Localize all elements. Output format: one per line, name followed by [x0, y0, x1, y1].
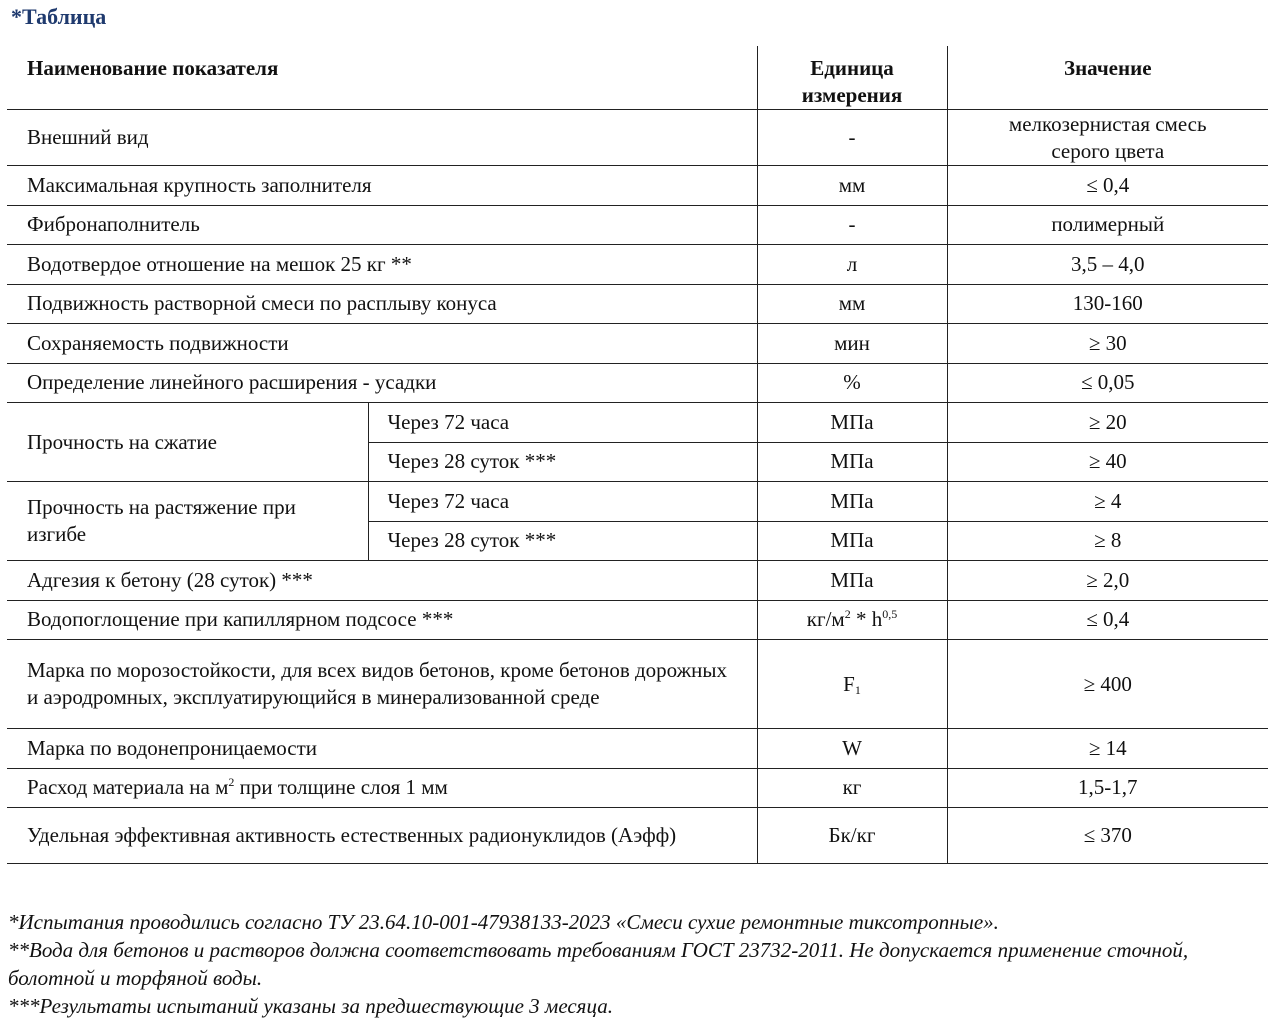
row-value: ≥ 14: [947, 729, 1268, 769]
row-unit: %: [757, 363, 947, 403]
table-header-row: [7, 46, 1268, 110]
row-value: ≥ 4: [947, 482, 1268, 522]
row-name: Внешний вид: [7, 110, 757, 166]
table-row: [7, 768, 1268, 808]
row-value: 1,5-1,7: [947, 768, 1268, 808]
row-name: Подвижность растворной смеси по расплыву конуса: [7, 284, 757, 324]
table-row: [7, 245, 1268, 285]
footnote: ***Результаты испытаний указаны за предшествующие 3 месяца.: [8, 994, 613, 1018]
row-name: Водопоглощение при капиллярном подсосе ***: [7, 600, 757, 640]
row-unit: -: [757, 205, 947, 245]
row-value: ≥ 20: [947, 403, 1268, 443]
row-name: Сохраняемость подвижности: [7, 324, 757, 364]
row-unit: мин: [757, 324, 947, 364]
row-unit: МПа: [757, 521, 947, 561]
specification-table: [7, 46, 1268, 864]
row-name: [7, 768, 757, 808]
unit-base: F: [843, 671, 855, 696]
table-row: [7, 729, 1268, 769]
unit-subscript: 1: [854, 682, 861, 697]
row-value: ≥ 2,0: [947, 561, 1268, 601]
unit-mid: * h: [850, 607, 883, 632]
table-row: [7, 110, 1268, 166]
table-row: [7, 561, 1268, 601]
row-unit: -: [757, 110, 947, 166]
table-row: [7, 403, 1268, 443]
row-value: ≤ 370: [947, 808, 1268, 864]
row-name: Максимальная крупность заполнителя: [7, 166, 757, 206]
table-row: [7, 363, 1268, 403]
row-unit: МПа: [757, 561, 947, 601]
row-name: Определение линейного расширения - усадки: [7, 363, 757, 403]
row-name: Водотвердое отношение на мешок 25 кг **: [7, 245, 757, 285]
row-value: полимерный: [947, 205, 1268, 245]
row-value: 130-160: [947, 284, 1268, 324]
row-unit: Бк/кг: [757, 808, 947, 864]
row-unit: W: [757, 729, 947, 769]
period-72h: Через 72 часа: [368, 482, 757, 522]
table-row: [7, 640, 1268, 729]
table-row: [7, 324, 1268, 364]
row-unit: кг: [757, 768, 947, 808]
row-value: мелкозернистая смесь серого цвета: [947, 110, 1268, 166]
footnote: *Испытания проводились согласно ТУ 23.64.10-001-47938133-2023 «Смеси сухие ремонтные тиксотропные».: [8, 910, 999, 934]
table-row: [7, 600, 1268, 640]
table-row: [7, 808, 1268, 864]
name-part: Расход материала на м: [27, 775, 229, 800]
row-unit: мм: [757, 166, 947, 206]
row-value: ≤ 0,4: [947, 166, 1268, 206]
table-row: [7, 166, 1268, 206]
period-28d: Через 28 суток ***: [368, 442, 757, 482]
header-unit: Единица измерения: [757, 46, 947, 110]
row-value: ≥ 400: [947, 640, 1268, 729]
row-name: Марка по водонепроницаемости: [7, 729, 757, 769]
period-28d: Через 28 суток ***: [368, 521, 757, 561]
row-unit: МПа: [757, 403, 947, 443]
row-value: ≤ 0,4: [947, 600, 1268, 640]
row-value: ≥ 8: [947, 521, 1268, 561]
footnotes: [8, 908, 1270, 1020]
unit-superscript: 2: [844, 607, 851, 622]
row-unit: МПа: [757, 482, 947, 522]
row-value: ≥ 30: [947, 324, 1268, 364]
row-name: Адгезия к бетону (28 суток) ***: [7, 561, 757, 601]
name-part: при толщине слоя 1 мм: [234, 775, 448, 800]
row-value: ≥ 40: [947, 442, 1268, 482]
compression-strength-label: Прочность на сжатие: [7, 403, 368, 482]
row-name: Марка по морозостойкости, для всех видов бетонов, кроме бетонов дорожных и аэродромных, эксплуатирующийся в минерализованной среде: [7, 640, 757, 729]
header-value: Значение: [947, 46, 1268, 110]
row-unit: МПа: [757, 442, 947, 482]
row-unit: мм: [757, 284, 947, 324]
row-value: 3,5 – 4,0: [947, 245, 1268, 285]
row-value: ≤ 0,05: [947, 363, 1268, 403]
row-unit: [757, 600, 947, 640]
table-row: [7, 482, 1268, 522]
row-name: Фибронаполнитель: [7, 205, 757, 245]
row-unit: л: [757, 245, 947, 285]
name-superscript: 2: [228, 775, 235, 790]
unit-base: кг/м: [806, 607, 845, 632]
unit-superscript: 0,5: [882, 607, 898, 622]
footnote: **Вода для бетонов и растворов должна соответствовать требованиям ГОСТ 23732-2011. Не допускается применение сточной, болотной и торфяной воды.: [8, 938, 1189, 990]
row-unit: [757, 640, 947, 729]
row-name: Удельная эффективная активность естественных радионуклидов (Аэфф): [7, 808, 757, 864]
table-row: [7, 284, 1268, 324]
bending-strength-label: Прочность на растяжение при изгибе: [7, 482, 368, 561]
period-72h: Через 72 часа: [368, 403, 757, 443]
document-title: *Таблица: [11, 4, 107, 29]
header-name: Наименование показателя: [7, 46, 757, 110]
table-row: [7, 205, 1268, 245]
